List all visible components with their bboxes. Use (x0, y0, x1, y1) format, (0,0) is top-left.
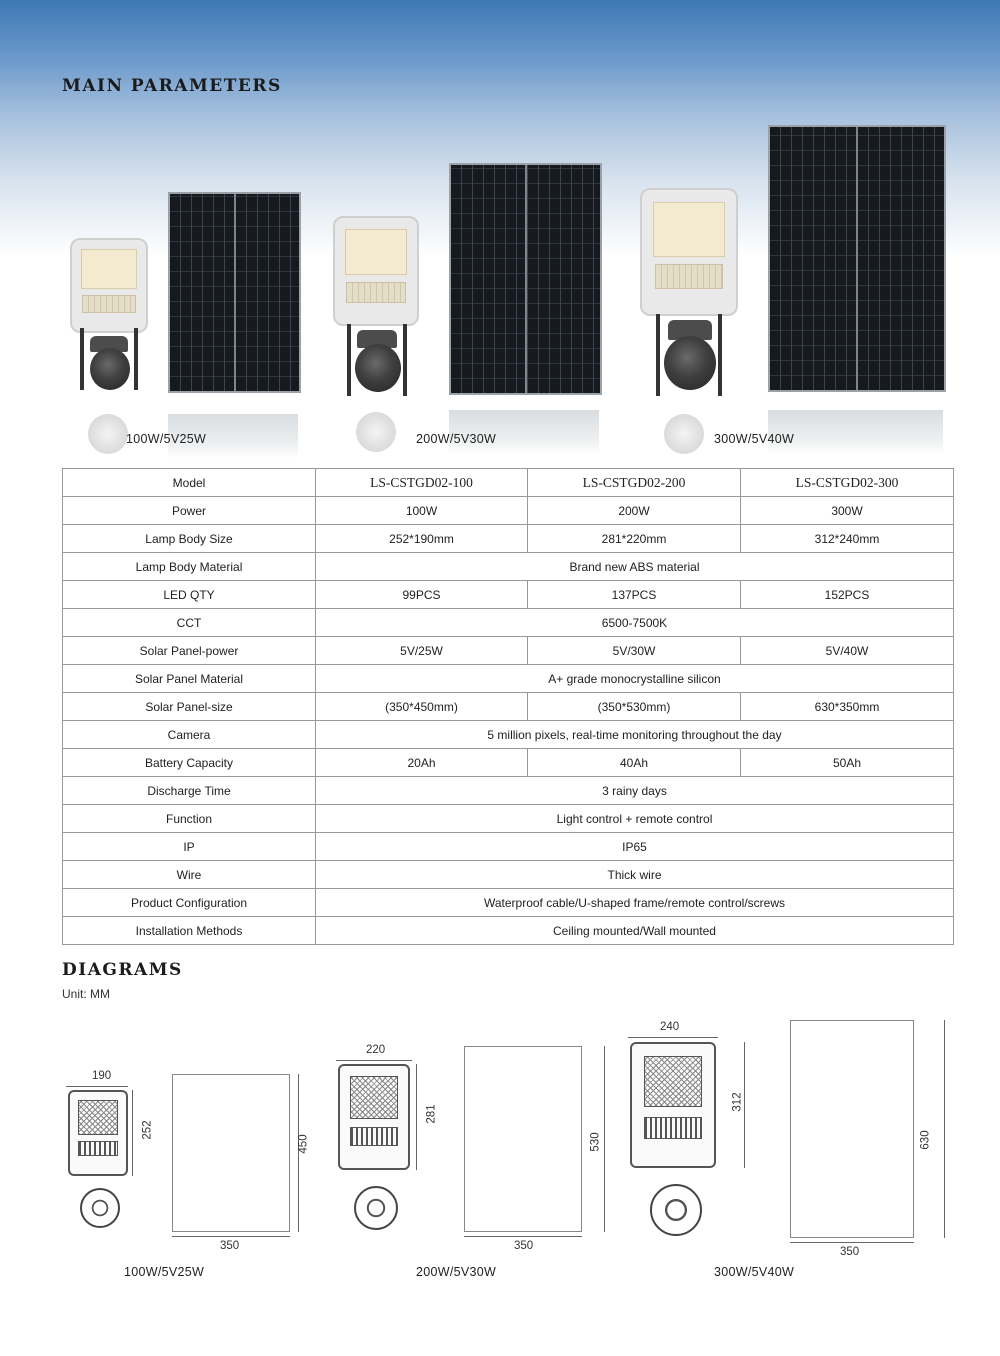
row-label: Discharge Time (63, 777, 316, 805)
table-cell: 252*190mm (316, 525, 528, 553)
product-label: 100W/5V25W (126, 432, 207, 446)
table-row (63, 553, 954, 581)
table-row (63, 609, 954, 637)
panel-height-dimension: 450 (297, 1134, 310, 1154)
row-label: Lamp Body Material (63, 553, 316, 581)
table-row (63, 721, 954, 749)
table-row (63, 777, 954, 805)
table-cell: 99PCS (316, 581, 528, 609)
lamp-image (70, 238, 148, 393)
row-label: CCT (63, 609, 316, 637)
table-row (63, 833, 954, 861)
table-cell: 200W (528, 497, 741, 525)
table-cell: Waterproof cable/U-shaped frame/remote control/screws (316, 889, 954, 917)
unit-note: Unit: MM (62, 987, 110, 1001)
panel-height-dimension: 530 (589, 1132, 602, 1152)
row-label: Solar Panel-power (63, 637, 316, 665)
table-cell: (350*530mm) (528, 693, 741, 721)
table-cell: 281*220mm (528, 525, 741, 553)
table-cell: A+ grade monocrystalline silicon (316, 665, 954, 693)
main-parameters-title: MAIN PARAMETERS (62, 76, 282, 96)
table-cell: 152PCS (741, 581, 954, 609)
table-cell: 5V/40W (741, 637, 954, 665)
camera-drawing (80, 1188, 120, 1228)
table-row (63, 805, 954, 833)
row-label: Camera (63, 721, 316, 749)
row-label: Battery Capacity (63, 749, 316, 777)
table-cell: 50Ah (741, 749, 954, 777)
table-cell: Ceiling mounted/Wall mounted (316, 917, 954, 945)
table-cell: 5V/25W (316, 637, 528, 665)
row-label: Installation Methods (63, 917, 316, 945)
lamp-height-dimension: 281 (425, 1104, 438, 1124)
lamp-drawing (338, 1064, 410, 1170)
row-label: Power (63, 497, 316, 525)
lamp-drawing (68, 1090, 128, 1176)
table-row (63, 693, 954, 721)
table-cell: 5 million pixels, real-time monitoring throughout the day (316, 721, 954, 749)
table-cell: 630*350mm (741, 693, 954, 721)
solar-panel-image (449, 163, 602, 395)
table-cell: LS-CSTGD02-100 (316, 469, 528, 497)
diagram-label: 200W/5V30W (416, 1265, 497, 1279)
row-label: Solar Panel Material (63, 665, 316, 693)
table-row (63, 637, 954, 665)
row-label: Solar Panel-size (63, 693, 316, 721)
product-label: 300W/5V40W (714, 432, 795, 446)
table-cell: Light control + remote control (316, 805, 954, 833)
diagram-label: 300W/5V40W (714, 1265, 795, 1279)
camera-drawing (354, 1186, 398, 1230)
table-row (63, 469, 954, 497)
solar-panel-drawing (790, 1020, 914, 1238)
row-label: IP (63, 833, 316, 861)
lamp-image (333, 216, 419, 396)
table-cell: Thick wire (316, 861, 954, 889)
lamp-width-dimension: 220 (366, 1044, 386, 1056)
solar-panel-drawing (172, 1074, 290, 1232)
lamp-drawing (630, 1042, 716, 1168)
table-cell: 40Ah (528, 749, 741, 777)
lamp-width-dimension: 240 (660, 1021, 680, 1033)
table-cell: 137PCS (528, 581, 741, 609)
diagrams-title: DIAGRAMS (62, 960, 183, 980)
table-cell: 300W (741, 497, 954, 525)
row-label: Lamp Body Size (63, 525, 316, 553)
row-label: LED QTY (63, 581, 316, 609)
row-label: Function (63, 805, 316, 833)
table-row (63, 497, 954, 525)
row-label: Wire (63, 861, 316, 889)
lamp-width-dimension: 190 (92, 1070, 112, 1082)
solar-panel-image (168, 192, 301, 393)
panel-width-dimension: 350 (514, 1240, 534, 1252)
table-row (63, 525, 954, 553)
table-cell: 100W (316, 497, 528, 525)
table-row (63, 665, 954, 693)
table-cell: 6500-7500K (316, 609, 954, 637)
diagram-label: 100W/5V25W (124, 1265, 205, 1279)
panel-width-dimension: 350 (840, 1246, 860, 1258)
table-cell: 5V/30W (528, 637, 741, 665)
table-cell: LS-CSTGD02-200 (528, 469, 741, 497)
table-row (63, 861, 954, 889)
lamp-height-dimension: 252 (141, 1120, 154, 1140)
row-label: Product Configuration (63, 889, 316, 917)
row-label: Model (63, 469, 316, 497)
table-cell: Brand new ABS material (316, 553, 954, 581)
table-row (63, 889, 954, 917)
panel-height-dimension: 630 (919, 1130, 932, 1150)
panel-width-dimension: 350 (220, 1240, 240, 1252)
table-row (63, 749, 954, 777)
lamp-image (640, 188, 738, 396)
lamp-height-dimension: 312 (731, 1092, 744, 1112)
parameters-table (62, 468, 954, 945)
table-row (63, 917, 954, 945)
table-cell: 3 rainy days (316, 777, 954, 805)
solar-panel-image (768, 125, 946, 392)
camera-drawing (650, 1184, 702, 1236)
table-cell: (350*450mm) (316, 693, 528, 721)
table-cell: 20Ah (316, 749, 528, 777)
product-label: 200W/5V30W (416, 432, 497, 446)
table-row (63, 581, 954, 609)
table-cell: 312*240mm (741, 525, 954, 553)
solar-panel-drawing (464, 1046, 582, 1232)
table-cell: IP65 (316, 833, 954, 861)
table-cell: LS-CSTGD02-300 (741, 469, 954, 497)
